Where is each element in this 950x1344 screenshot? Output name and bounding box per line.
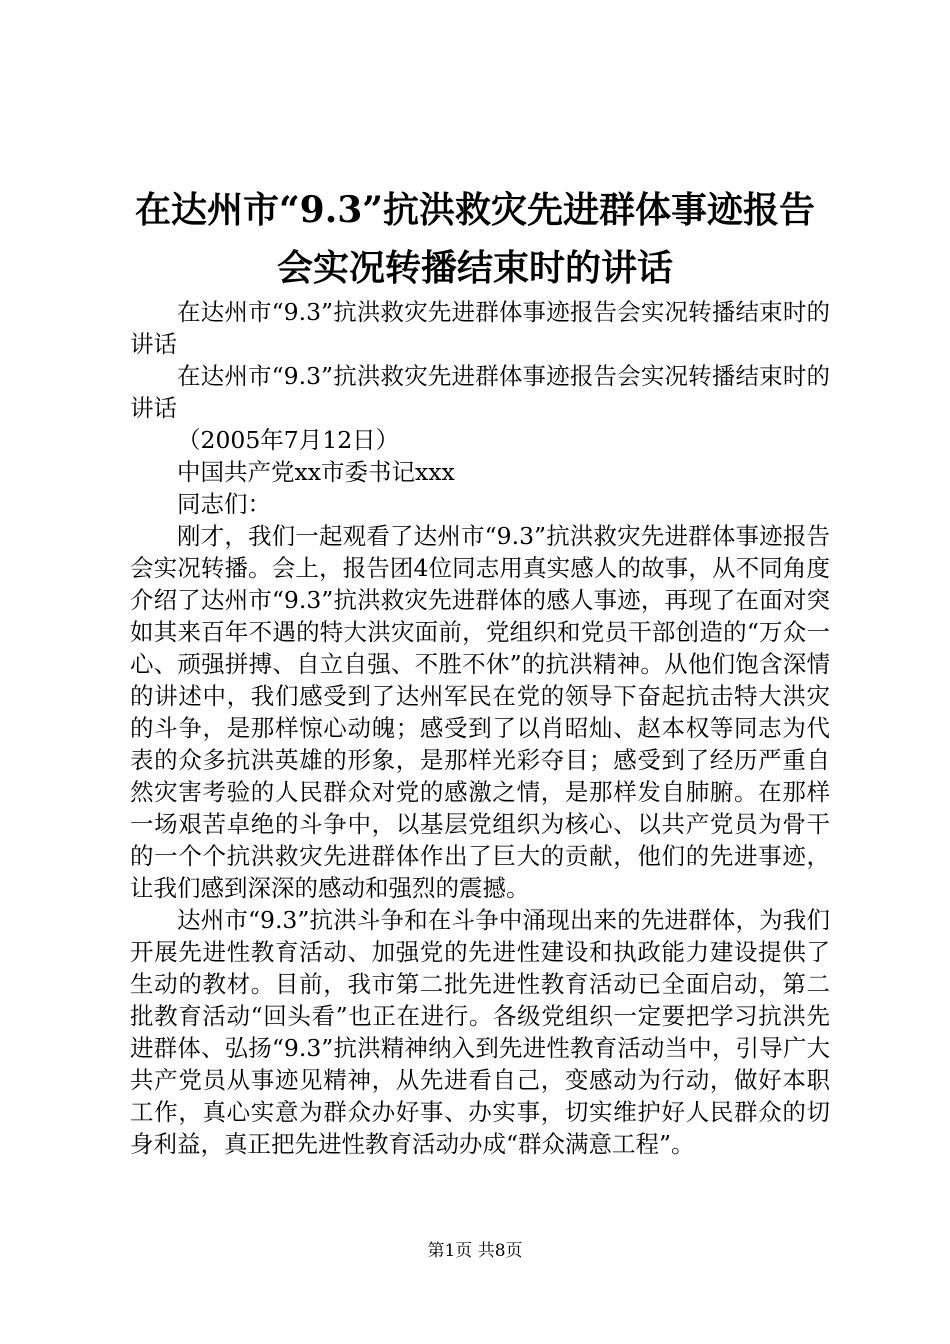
paragraph-title-repeat-2: 在达州市“9.3”抗洪救灾先进群体事迹报告会实况转播结束时的讲话 bbox=[130, 362, 830, 422]
document-title-line-2: 会实况转播结束时的讲话 bbox=[276, 247, 673, 289]
paragraph-speaker: 中国共产党xx市委书记xxx bbox=[177, 458, 455, 486]
document-body bbox=[130, 296, 830, 1160]
paragraph-body-1: 刚才，我们一起观看了达州市“9.3”抗洪救灾先进群体事迹报告会实况转播。会上，报告团4位同志用真实感人的故事，从不同角度介绍了达州市“9.3”抗洪救灾先进群体的感人事迹，再现了在面对突如其来百年不遇的特大洪灾面前，党组织和党员干部创造的“万众一心、顽强拼搏、自立自强、不胜不休”的抗洪精神。从他们饱含深情的讲述中，我们感受到了达州军民在党的领导下奋起抗击特大洪灾的斗争，是那样惊心动魄；感受到了以肖昭灿、赵本权等同志为代表的众多抗洪英雄的形象，是那样光彩夺目；感受到了经历严重自然灾害考验的人民群众对党的感激之情，是那样发自肺腑。在那样一场艰苦卓绝的斗争中，以基层党组织为核心、以共产党员为骨干的一个个抗洪救灾先进群体作出了巨大的贡献，他们的先进事迹，让我们感到深深的感动和强烈的震撼。 bbox=[130, 522, 830, 902]
paragraph-body-2: 达州市“9.3”抗洪斗争和在斗争中涌现出来的先进群体，为我们开展先进性教育活动、加强党的先进性建设和执政能力建设提供了生动的教材。目前，我市第二批先进性教育活动已全面启动，第二批教育活动“回头看”也正在进行。各级党组织一定要把学习抗洪先进群体、弘扬“9.3”抗洪精神纳入到先进性教育活动当中，引导广大共产党员从事迹见精神，从先进看自己，变感动为行动，做好本职工作，真心实意为群众办好事、办实事，切实维护好人民群众的切身利益，真正把先进性教育活动办成“群众满意工程”。 bbox=[130, 906, 830, 1158]
paragraph-salutation: 同志们： bbox=[177, 490, 271, 518]
paragraph-title-repeat-1: 在达州市“9.3”抗洪救灾先进群体事迹报告会实况转播结束时的讲话 bbox=[130, 298, 830, 358]
page-footer: 第1页 共8页 bbox=[427, 1241, 523, 1261]
paragraph-date: （2005年7月12日） bbox=[177, 426, 400, 454]
document-title-line-1: 在达州市“9.3”抗洪救灾先进群体事迹报告 bbox=[134, 189, 816, 231]
